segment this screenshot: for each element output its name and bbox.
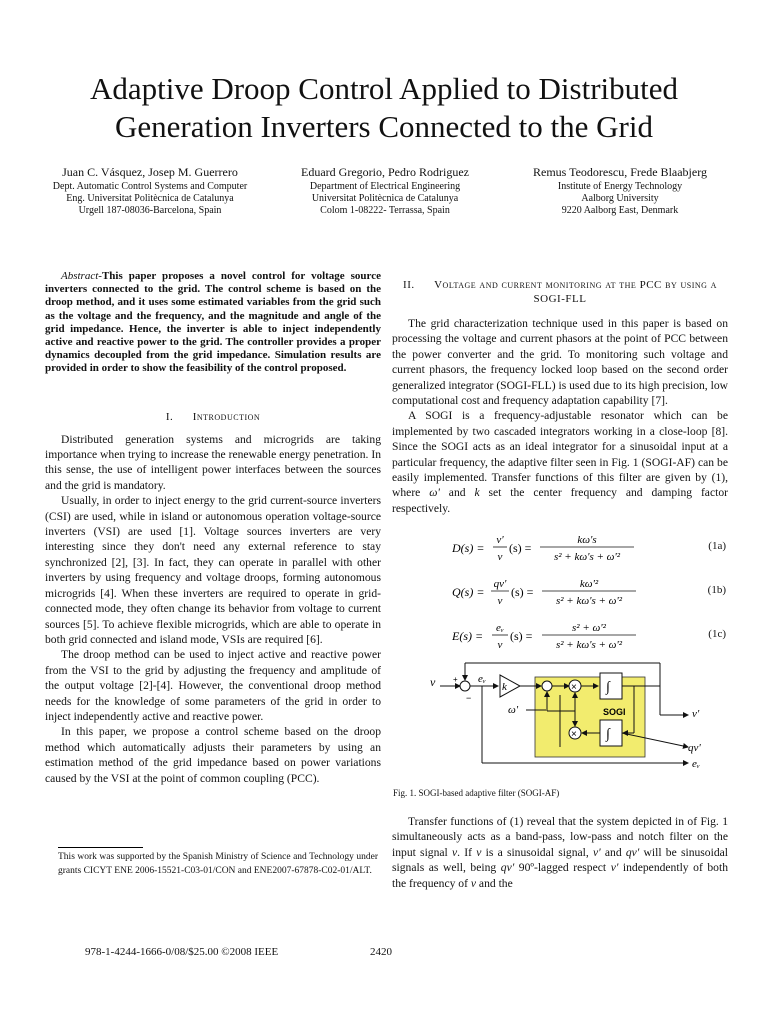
right-column-top — [392, 278, 728, 516]
p3-b: . If — [457, 845, 477, 859]
sec1-paragraph-2: Usually, in order to inject energy to the grid current-source inverters (CSI) are used, while in island or autonomous operation voltage-source inverters (VSI) are used [1]. Voltage sources inverters are very interesting since they don't need any external reference to stay synchronized [2], [3]. In fact, they can operate in parallel with other inverters by using frequency and voltage droops, forming autonomous microgrids [4]. When these inverters are required to operate in grid-connected mode, they often change its behavior from voltage to current sources [5]. To achieve flexible microgrids, which are able to operate in both grid connected and island mode, VSIs are required [6]. — [45, 494, 381, 646]
eq1c-f1-den: v — [497, 639, 503, 651]
eq1a-number: (1a) — [708, 540, 726, 552]
svg-text:×: × — [571, 682, 577, 693]
equation-1c — [452, 620, 738, 650]
author-3 — [500, 165, 740, 217]
author-1-affil-2: Eng. Universitat Politècnica de Catalunya — [66, 193, 234, 204]
eq1b-f2-num: kω'² — [579, 578, 599, 590]
sec2-p2-k: k — [474, 486, 480, 500]
author-3-affil-3: 9220 Aalborg East, Denmark — [561, 205, 679, 216]
sec2-paragraph-1: The grid characterization technique used in this paper is based on processing the voltage and current phasors at the point of PCC between the power converter and the grid. To monitoring such voltage and current phasors, the frequency locked loop based on the second order generalized integrator (SOGI-FLL) is used due to its high precision, low computational cost and frequency adaptation capability [7]. — [392, 317, 728, 408]
sum-junction-2 — [542, 681, 552, 691]
sec2-p2-text-a: A SOGI is a frequency-adjustable resonator which can be implemented by two cascaded integrators working in a close-loop [8]. Since the SOGI acts as an ideal integrator for a sinusoidal input at a particular frequency, the adaptive filter seen in Fig. 1 (SOGI-AF) can be easily implemented. Transfer functions of this filter are given by (1), where — [392, 409, 728, 500]
p3-f: 90º-lagged respect — [514, 861, 611, 875]
eq1a-mid: (s) = — [509, 541, 532, 555]
eq1a-f2-num: kω's — [577, 534, 597, 546]
sec2-p2-and: and — [439, 486, 475, 500]
equation-1a — [452, 532, 738, 562]
fig-integrator-2-symbol: ∫ — [606, 727, 610, 742]
abstract-label: Abstract- — [61, 270, 102, 282]
sec1-paragraph-4: In this paper, we propose a control scheme based on the droop method which automatically adjusts their parameters by using an estimation method of the grid impedance based on power variations caused by the VSI at the point of common coupling (PCC). — [45, 725, 381, 785]
equation-1a-svg — [452, 532, 692, 566]
section-1-heading — [45, 410, 381, 424]
integrator-1 — [600, 673, 622, 699]
p3-v3: v' — [593, 845, 601, 859]
abstract — [45, 270, 381, 376]
p3-qv2: qv' — [500, 861, 515, 875]
footnote-rule — [58, 847, 143, 848]
eq1c-lhs: E(s) = — [452, 629, 484, 643]
author-1-affil-3: Urgell 187-08036-Barcelona, Spain — [78, 205, 222, 216]
p3-d: and — [600, 845, 626, 859]
figure-caption: Fig. 1. SOGI-based adaptive filter (SOGI-AF) — [393, 788, 560, 798]
section-2-heading — [392, 278, 728, 306]
figure-sogi-af — [420, 655, 720, 780]
eq1c-mid: (s) = — [510, 629, 533, 643]
sec1-paragraph-1: Distributed generation systems and microgrids are taking importance when trying to increase the renewable energy penetration. In this sense, the use of intelligent power interfaces between the sources and the grid is mandatory. — [45, 432, 381, 492]
svg-text:×: × — [571, 729, 577, 740]
eq1a-f1-num: v' — [496, 534, 504, 546]
eq1c-f2-num: s² + ω'² — [572, 622, 606, 634]
left-column — [45, 270, 381, 786]
p3-v4: v' — [610, 861, 619, 875]
fig-label-qv-out: qv' — [688, 742, 701, 754]
footer-isbn: 978-1-4244-1666-0/08/$25.00 ©2008 IEEE — [85, 946, 279, 958]
p3-v: v — [451, 845, 458, 859]
p3-c: is a sinusoidal signal, — [481, 845, 594, 859]
p3-g: independently of both the frequency of — [392, 861, 728, 890]
footer-page-number: 2420 — [370, 946, 392, 958]
p3-qv: qv' — [625, 845, 640, 859]
author-2-affil-2: Universitat Politècnica de Catalunya — [311, 193, 459, 204]
sec2-p2-omega: ω' — [429, 486, 440, 500]
sec2-p2-text-b: set the center frequency and damping factor respectively. — [392, 486, 728, 515]
equation-1c-svg — [452, 620, 692, 654]
author-1-names: Juan C. Vásquez, Josep M. Guerrero — [62, 165, 238, 179]
fig-label-v-out: v' — [692, 708, 700, 720]
author-3-affil-2: Aalborg University — [581, 193, 659, 204]
p3-v2: v — [476, 845, 482, 859]
equation-1b — [452, 576, 738, 606]
fig-sum1-plus: + — [453, 675, 458, 684]
author-1-affil-1: Dept. Automatic Control Systems and Computer — [52, 181, 248, 192]
author-3-affil-1: Institute of Energy Technology — [557, 181, 683, 192]
author-2-affil-1: Department of Electrical Engineering — [309, 181, 461, 192]
section-2-title: Voltage and current monitoring at the PCC by using a SOGI-FLL — [434, 279, 717, 305]
author-2-names: Eduard Gregorio, Pedro Rodriguez — [301, 165, 469, 179]
eq1b-number: (1b) — [707, 584, 726, 596]
fig-label-v-in: v — [430, 675, 436, 689]
fig-label-ev: eᵥ — [478, 673, 486, 685]
fig-label-ev-out: eᵥ — [692, 758, 700, 770]
equation-1b-svg — [452, 576, 692, 610]
eq1c-f1-num: eᵥ — [496, 622, 504, 634]
author-1 — [30, 165, 270, 217]
sum-junction-1 — [460, 681, 470, 691]
eq1b-lhs: Q(s) = — [452, 585, 485, 599]
p3-a: Transfer functions of (1) reveal that the system depicted in of Fig. 1 simultaneously acts as a band-pass, low-pass and notch filter on the input signal — [392, 815, 728, 859]
eq1a-f2-den: s² + kω's + ω'² — [553, 551, 621, 563]
author-3-names: Remus Teodorescu, Frede Blaabjerg — [532, 165, 707, 179]
sec2-paragraph-3 — [392, 814, 728, 891]
footnote: This work was supported by the Spanish Ministry of Science and Technology under grants CICYT ENE 2006-15521-C03-01/CON and ENE2007-67878-C02-01/ALT. — [58, 852, 378, 876]
eq1c-f2-den: s² + kω's + ω'² — [555, 639, 623, 651]
section-1-title: Introduction — [192, 410, 261, 423]
author-2-affil-3: Colom 1-08222- Terrassa, Spain — [320, 205, 450, 216]
p3-h: and the — [476, 876, 513, 890]
eq1b-mid: (s) = — [511, 585, 534, 599]
eq1c-number: (1c) — [708, 628, 726, 640]
fig-label-omega: ω' — [508, 704, 519, 716]
eq1b-f1-den: v — [497, 595, 503, 607]
fig-label-k: k — [502, 681, 507, 693]
sec1-paragraph-3: The droop method can be used to inject active and reactive power from the VSI to the grid by adjusting the frequency and amplitude of the output voltage [2]-[4]. However, the conventional droop method needs for the knowledge of some parameters of the grid in order to inject independently active and reactive power. — [45, 648, 381, 723]
integrator-2 — [600, 720, 622, 746]
fig-label-sogi: SOGI — [603, 707, 626, 717]
paper-title: Adaptive Droop Control Applied to Distributed Generation Inverters Connected to the Grid — [89, 71, 679, 144]
eq1b-f1-num: qv' — [493, 578, 507, 590]
p3-e: will be sinusoidal signals as well, being — [392, 845, 728, 875]
section-2-number: II. — [403, 279, 415, 291]
fig-sum1-minus: − — [466, 693, 472, 703]
eq1a-lhs: D(s) = — [452, 541, 485, 555]
fig-integrator-1-symbol: ∫ — [606, 680, 610, 695]
p3-v5: v — [470, 876, 477, 890]
eq1a-f1-den: v — [497, 551, 503, 563]
right-column-bottom — [392, 814, 728, 891]
abstract-text: This paper proposes a novel control for voltage source inverters connected to the grid. The control scheme is based on the droop method, and it uses some estimated variables from the grid such as the voltage and the frequency, and the magnitude and angle of the grid impedance. Hence, the inverter is able to inject independently active and reactive power to the grid. The controller provides a proper dynamics decoupled from the grid impedance. Simulation results are provided in order to show the feasibility of the control proposed. — [45, 270, 381, 375]
section-1-number: I. — [165, 410, 174, 423]
eq1b-f2-den: s² + kω's + ω'² — [555, 595, 623, 607]
author-2 — [280, 165, 490, 217]
sec2-paragraph-2 — [392, 408, 728, 516]
